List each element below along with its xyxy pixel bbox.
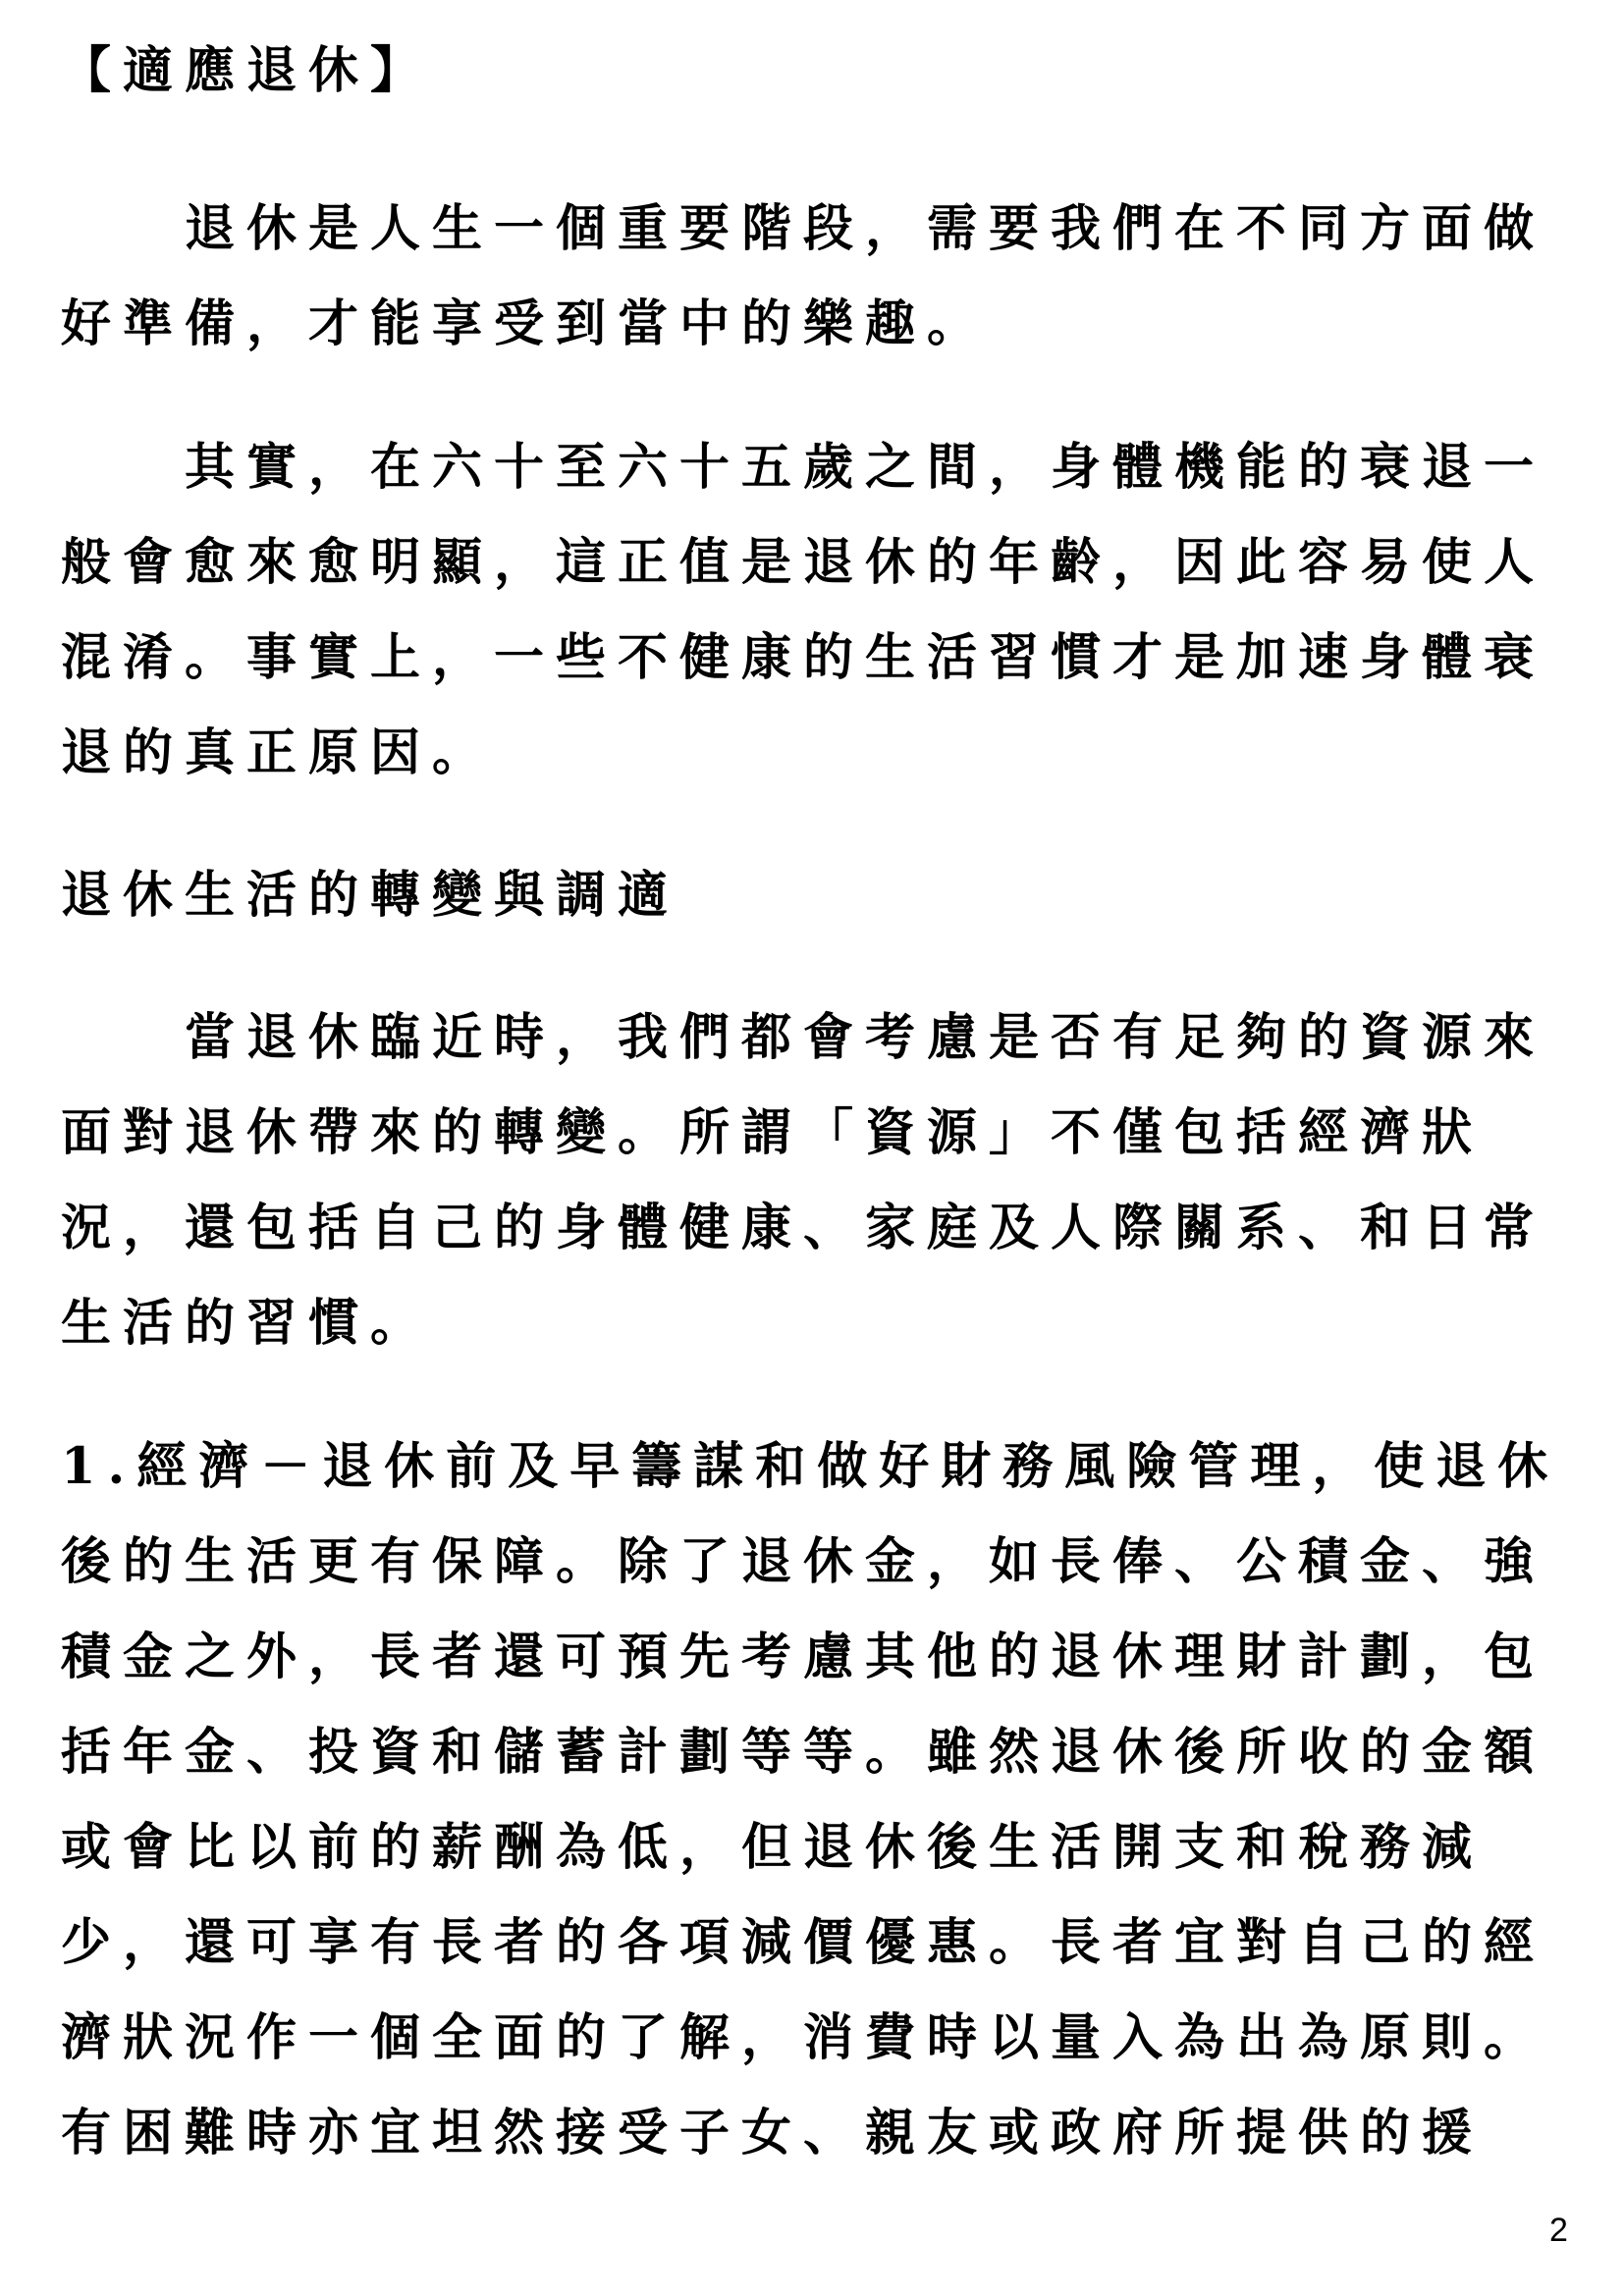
item-1-line-4: 括年金、投資和儲蓄計劃等等。雖然退休後所收的金額 <box>61 1723 1546 1782</box>
section-heading: 退休生活的轉變與調適 <box>61 866 680 925</box>
item-1-line-1: 1.經濟－退休前及早籌謀和做好財務風險管理，使退休 <box>61 1437 1560 1496</box>
item-1-line-3: 積金之外，長者還可預先考慮其他的退休理財計劃，包 <box>61 1628 1546 1686</box>
paragraph-3-line-1: 當退休臨近時，我們都會考慮是否有足夠的資源來 <box>185 1008 1546 1067</box>
paragraph-1-line-2: 好準備，才能享受到當中的樂趣。 <box>61 294 990 353</box>
item-1-line-5: 或會比以前的薪酬為低，但退休後生活開支和稅務減 <box>61 1818 1485 1877</box>
item-1-line-7: 濟狀況作一個全面的了解，消費時以量入為出為原則。 <box>61 2008 1546 2067</box>
paragraph-2-line-4: 退的真正原因。 <box>61 723 495 782</box>
paragraph-2-line-3: 混淆。事實上，一些不健康的生活習慣才是加速身體衰 <box>61 628 1546 687</box>
paragraph-1-line-1: 退休是人生一個重要階段，需要我們在不同方面做 <box>185 199 1546 258</box>
paragraph-2-line-2: 般會愈來愈明顯，這正值是退休的年齡，因此容易使人 <box>61 533 1546 592</box>
paragraph-3-line-4: 生活的習慣。 <box>61 1294 433 1353</box>
paragraph-3-line-3: 況，還包括自己的身體健康、家庭及人際關系、和日常 <box>61 1199 1546 1257</box>
item-1-line-6: 少，還可享有長者的各項減價優惠。長者宜對自己的經 <box>61 1913 1546 1972</box>
item-1-line-8: 有困難時亦宜坦然接受子女、親友或政府所提供的援 <box>61 2104 1485 2163</box>
item-1-line-2: 後的生活更有保障。除了退休金，如長俸、公積金、強 <box>61 1532 1546 1591</box>
page-number: 2 <box>1549 2212 1568 2249</box>
paragraph-3-line-2: 面對退休帶來的轉變。所謂「資源」不僅包括經濟狀 <box>61 1103 1485 1162</box>
document-title: 【適應退休】 <box>61 41 433 100</box>
paragraph-2-line-1: 其實，在六十至六十五歲之間，身體機能的衰退一 <box>185 438 1546 497</box>
